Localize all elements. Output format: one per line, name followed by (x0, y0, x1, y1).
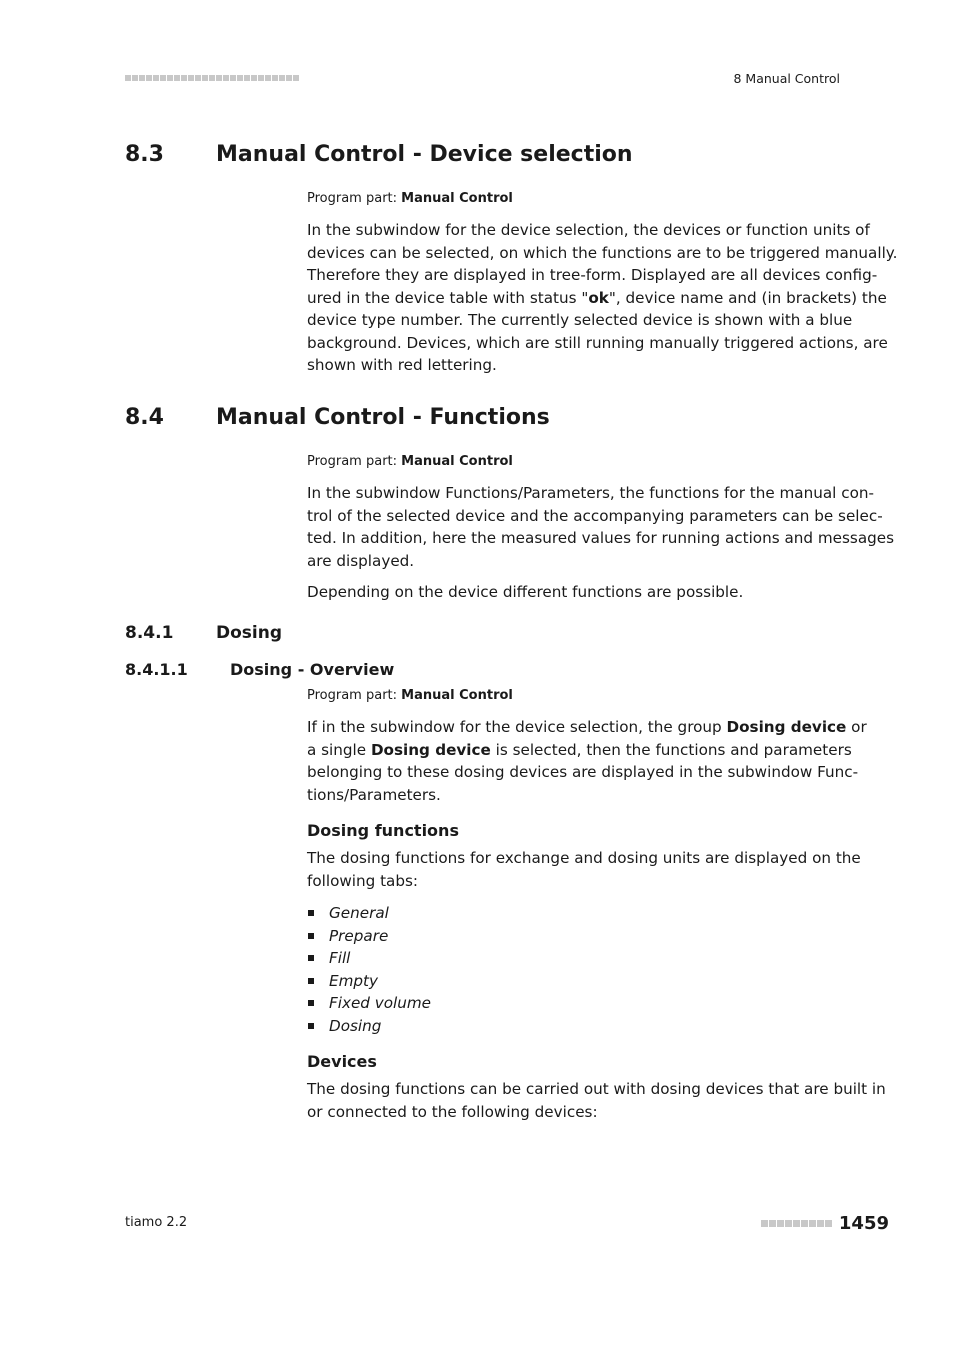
section-8-3-heading (125, 142, 633, 167)
list-item-label: Dosing (329, 1016, 382, 1035)
program-part-8-3 (307, 191, 513, 206)
section-8-3-body (307, 219, 898, 377)
program-part-8-4 (307, 454, 513, 469)
text-line: In the subwindow Functions/Parameters, the functions for the manual con- (307, 484, 874, 502)
text-line: following tabs: (307, 871, 419, 890)
section-title: Dosing - Overview (230, 660, 395, 679)
list-item-label: Fill (329, 949, 351, 967)
term-dosing-device: Dosing device (370, 740, 491, 759)
text-fragment: ured in the device table with status " (307, 288, 589, 307)
text-line: The dosing functions for exchange and dosing units are displayed on the (307, 849, 861, 867)
text-fragment: If in the subwindow for the device selection, the group (307, 718, 727, 736)
section-8-4-1-1-heading (125, 660, 394, 679)
header-decoration (125, 71, 300, 84)
text-line: trol of the selected device and the accompanying parameters can be selec- (307, 506, 883, 525)
dosing-functions-body (307, 847, 861, 892)
bullet-icon (308, 1000, 314, 1006)
section-number: 8.4.1 (125, 623, 174, 643)
list-item-label: Fixed volume (329, 994, 432, 1012)
text-line (307, 287, 887, 310)
text-line: devices can be selected, on which the functions are to be triggered manually. (307, 243, 898, 262)
section-number: 8.4 (125, 405, 164, 430)
text-fragment: ", device name and (in brackets) the (608, 288, 887, 307)
dosing-tabs-list (307, 902, 431, 1037)
list-item (307, 1015, 431, 1038)
list-item (307, 970, 431, 993)
running-header-chapter: 8 Manual Control (733, 71, 840, 86)
list-item (307, 992, 431, 1015)
section-8-4-1-heading (125, 623, 282, 643)
bullet-icon (308, 1023, 314, 1029)
list-item-label: Empty (329, 971, 378, 990)
text-line: tions/Parameters. (307, 785, 441, 804)
section-8-4-1-1-intro (307, 716, 867, 806)
list-item (307, 902, 431, 925)
section-title: Manual Control - Functions (216, 405, 550, 430)
footer-decoration (761, 1211, 833, 1232)
bullet-icon (308, 910, 314, 916)
text-line: ted. In addition, here the measured values for running actions and messages (307, 529, 895, 547)
text-line: shown with red lettering. (307, 356, 497, 374)
list-item (307, 947, 431, 970)
program-part-label: Program part: (307, 688, 398, 703)
text-line: are displayed. (307, 551, 415, 570)
text-line: Depending on the device different functions are possible. (307, 583, 744, 601)
section-title: Dosing (216, 623, 283, 643)
list-item (307, 925, 431, 948)
list-item-label: Prepare (329, 926, 389, 945)
section-8-4-note (307, 581, 841, 604)
text-line: The dosing functions can be carried out with dosing devices that are built in (307, 1080, 886, 1098)
text-line: or connected to the following devices: (307, 1102, 598, 1121)
text-fragment: or (846, 718, 867, 736)
bullet-icon (308, 933, 314, 939)
text-fragment: is selected, then the functions and parameters (490, 740, 852, 759)
bullet-icon (308, 955, 314, 961)
status-ok: ok (588, 288, 609, 307)
text-line: Therefore they are displayed in tree-form. Displayed are all devices config- (307, 266, 878, 284)
section-title: Manual Control - Device selection (216, 142, 633, 167)
program-part-value: Manual Control (401, 688, 513, 703)
page-number: 1459 (838, 1213, 889, 1234)
section-8-4-heading (125, 405, 550, 430)
section-8-4-body (307, 482, 895, 572)
program-part-value: Manual Control (401, 191, 513, 206)
footer-product: tiamo 2.2 (125, 1215, 188, 1230)
text-line: In the subwindow for the device selection, the devices or function units of (307, 221, 870, 239)
text-fragment: a single (307, 740, 371, 759)
list-item-label: General (329, 904, 389, 922)
program-part-label: Program part: (307, 191, 398, 206)
section-number: 8.3 (125, 142, 164, 167)
bullet-icon (308, 978, 314, 984)
dosing-functions-heading: Dosing functions (307, 821, 459, 840)
term-dosing-device: Dosing device (726, 718, 847, 736)
text-line: device type number. The currently selected device is shown with a blue (307, 311, 853, 329)
program-part-8-4-1-1 (307, 688, 513, 703)
text-line: belonging to these dosing devices are displayed in the subwindow Func- (307, 763, 859, 781)
footer-page (761, 1211, 889, 1234)
program-part-label: Program part: (307, 454, 398, 469)
text-line (307, 739, 852, 762)
section-number: 8.4.1.1 (125, 660, 188, 679)
devices-heading: Devices (307, 1052, 377, 1071)
text-line: background. Devices, which are still running manually triggered actions, are (307, 333, 888, 352)
program-part-value: Manual Control (401, 454, 513, 469)
text-line (307, 716, 867, 739)
devices-body (307, 1078, 886, 1123)
